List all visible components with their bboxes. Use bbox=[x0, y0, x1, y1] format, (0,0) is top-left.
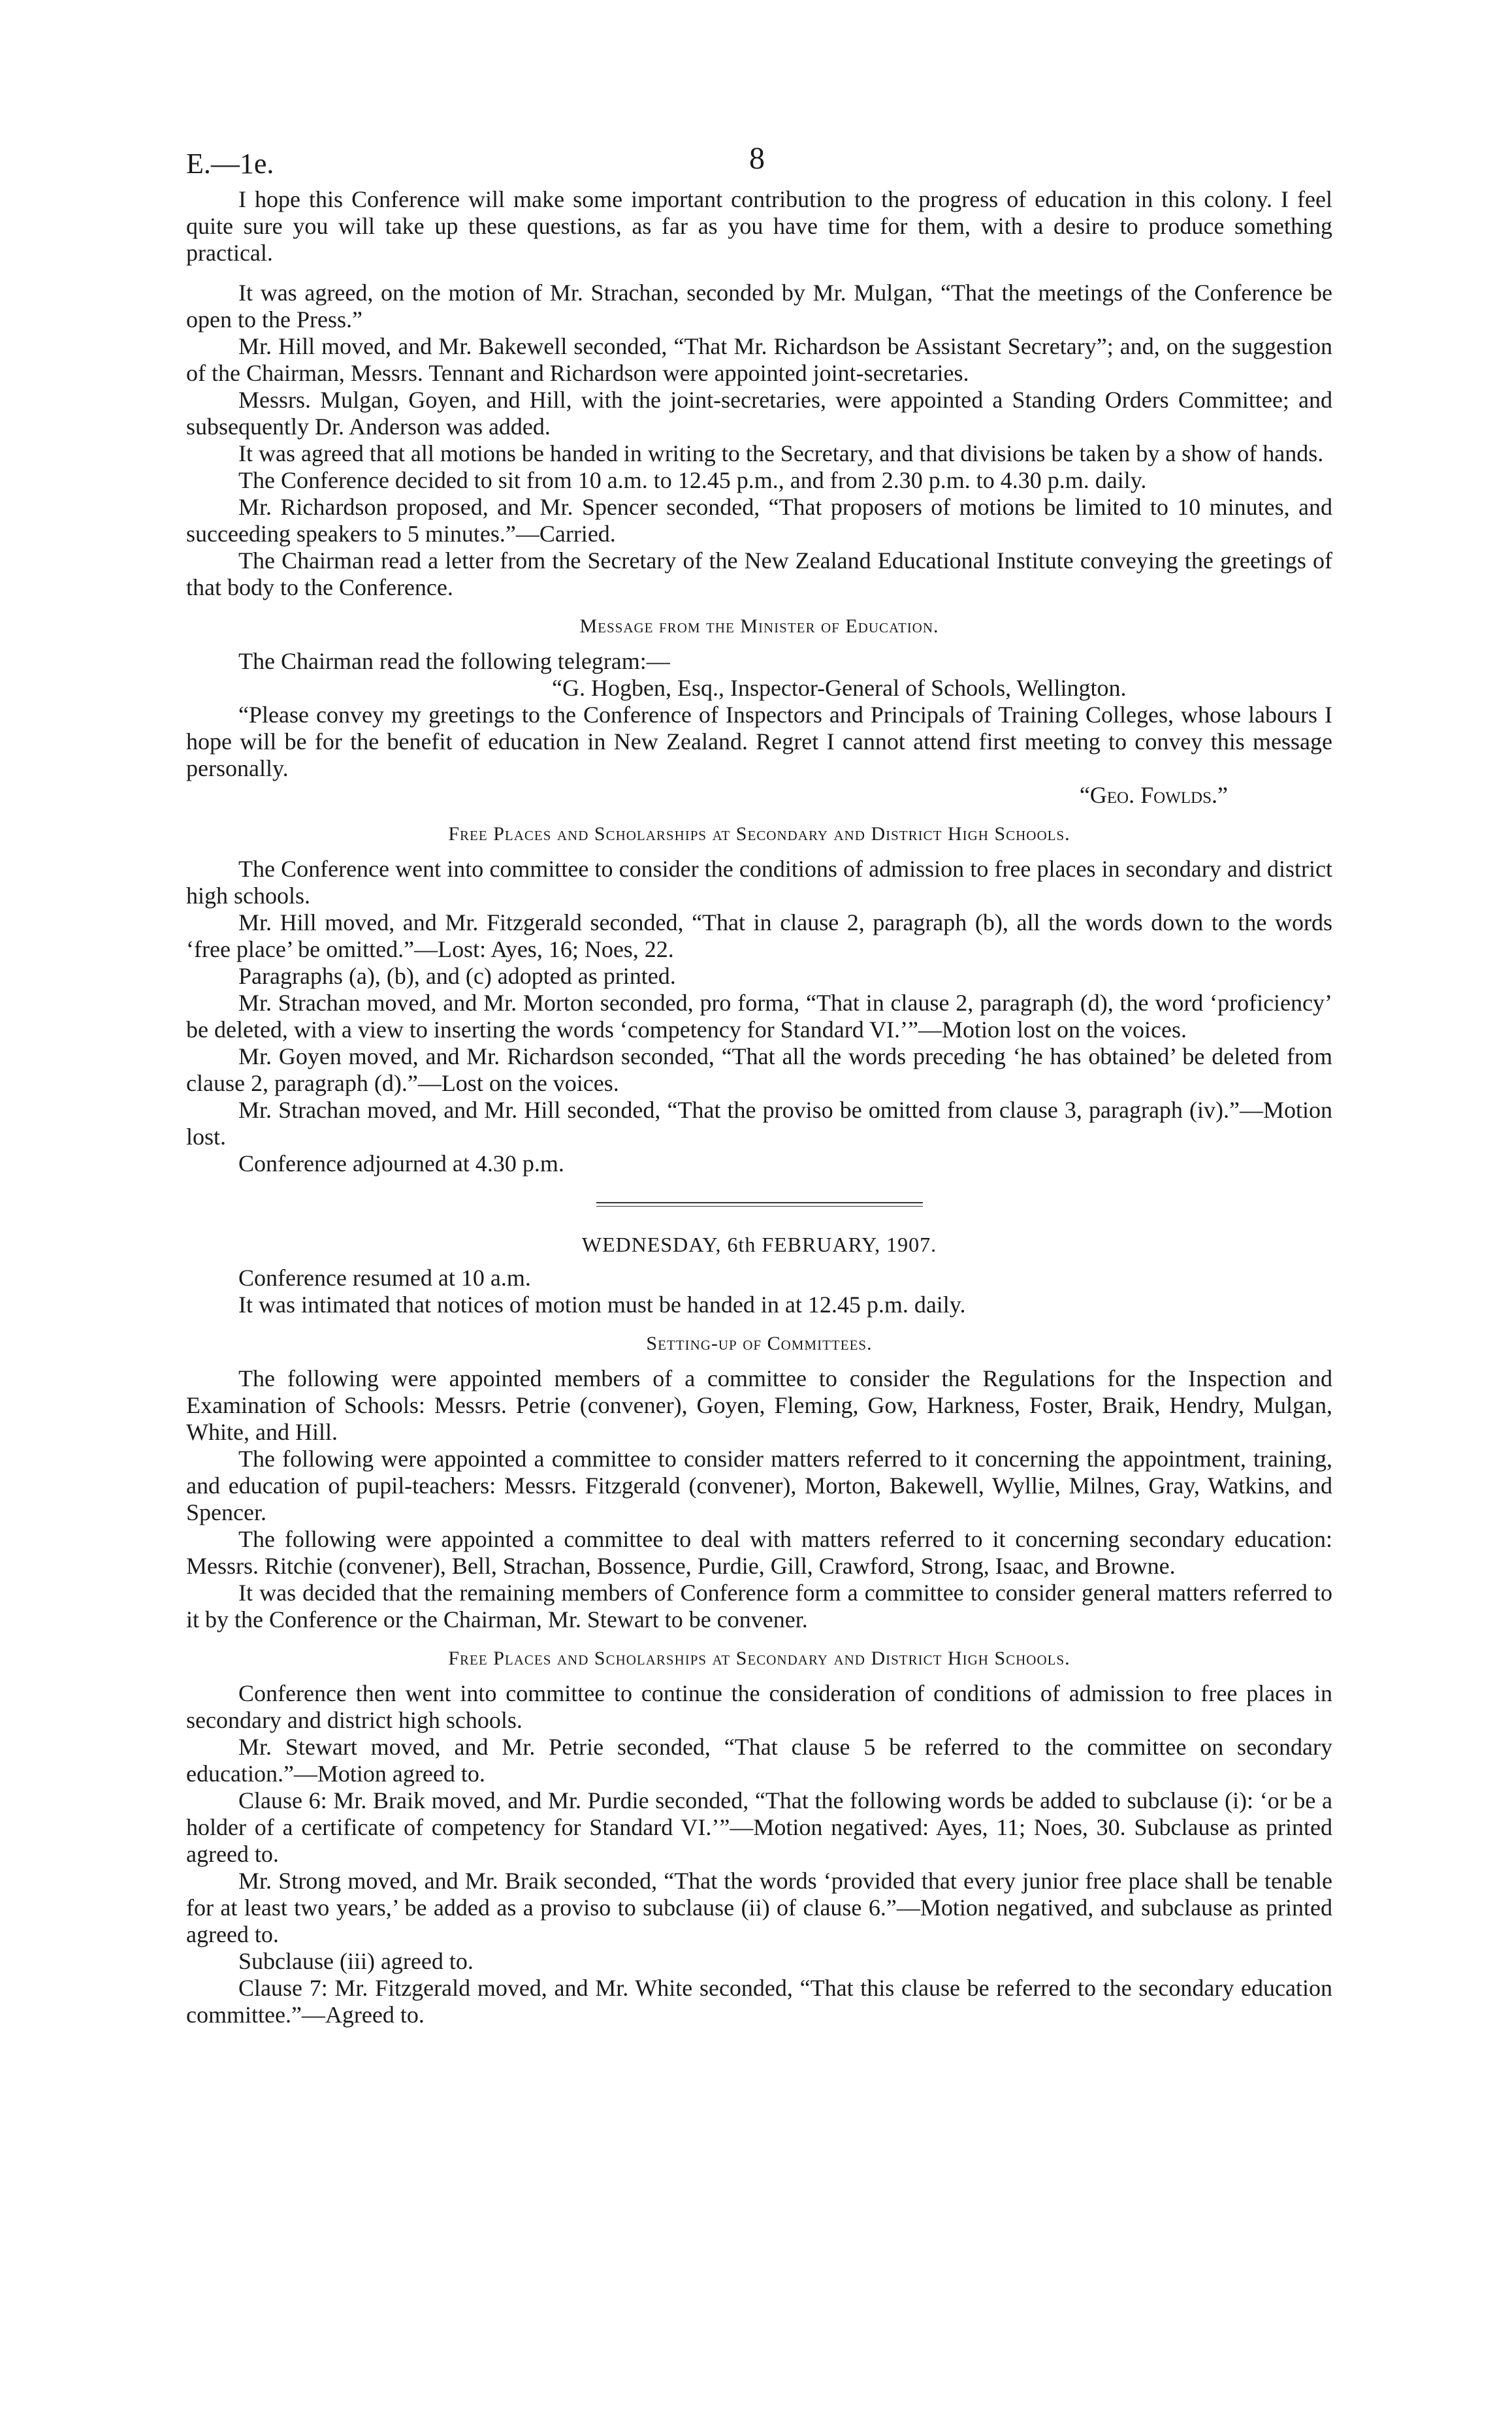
paragraph: It was decided that the remaining members of Conference form a committee to consider general matters referred to it by the Conference or the Chairman, Mr. Stewart to be convener. bbox=[186, 1580, 1332, 1633]
paragraph: It was agreed that all motions be handed in writing to the Secretary, and that divisions be taken by a show of hands. bbox=[238, 440, 1324, 466]
paragraph: I hope this Conference will make some important contribution to the progress of education in this colony. I feel quite sure you will take up these questions, as far as you have time for them, with a desire to produce something practical. bbox=[186, 186, 1332, 266]
paragraph: The Conference went into committee to consider the conditions of admission to free places in secondary and district high schools. bbox=[186, 856, 1332, 909]
paragraph: Mr. Strachan moved, and Mr. Hill seconded, “That the proviso be omitted from clause 3, paragraph (iv).”—Motion lost. bbox=[186, 1097, 1332, 1150]
paragraph: It was agreed, on the motion of Mr. Strachan, seconded by Mr. Mulgan, “That the meetings of the Conference be open to the Press.” bbox=[186, 280, 1332, 333]
section-divider bbox=[596, 1202, 923, 1207]
paragraph: Mr. Hill moved, and Mr. Fitzgerald seconded, “That in clause 2, paragraph (b), all the words down to the words ‘free place’ be omitted.”—Lost: Ayes, 16; Noes, 22. bbox=[186, 909, 1332, 962]
page-header bbox=[186, 140, 1332, 186]
paragraph: Clause 7: Mr. Fitzgerald moved, and Mr. White seconded, “That this clause be referred to the secondary education committee.”—Agreed to. bbox=[186, 1975, 1332, 2028]
telegram-addressee: “G. Hogben, Esq., Inspector-General of Schools, Wellington. bbox=[552, 675, 1127, 701]
paragraph: It was intimated that notices of motion must be handed in at 12.45 p.m. daily. bbox=[238, 1292, 966, 1318]
document-code: E.—1e. bbox=[186, 148, 274, 180]
paragraph: The Conference decided to sit from 10 a.m. to 12.45 p.m., and from 2.30 p.m. to 4.30 p.m. daily. bbox=[238, 467, 1147, 493]
paragraph: Messrs. Mulgan, Goyen, and Hill, with the joint-secretaries, were appointed a Standing Orders Committee; and subsequently Dr. Anderson was added. bbox=[186, 387, 1332, 440]
paragraph: Conference then went into committee to continue the consideration of conditions of admission to free places in secondary and district high schools. bbox=[186, 1680, 1332, 1733]
telegram-body: “Please convey my greetings to the Conference of Inspectors and Principals of Training Colleges, whose labours I hope will be for the benefit of education in New Zealand. Regret I cannot attend first meeting to convey this message personally. bbox=[186, 702, 1332, 781]
paragraph: Mr. Goyen moved, and Mr. Richardson seconded, “That all the words preceding ‘he has obtained’ be deleted from clause 2, paragraph (d).”—Lost on the voices. bbox=[186, 1043, 1332, 1096]
paragraph: Paragraphs (a), (b), and (c) adopted as printed. bbox=[238, 963, 676, 989]
paragraph: The Chairman read the following telegram:— bbox=[238, 648, 670, 674]
paragraph: Mr. Stewart moved, and Mr. Petrie seconded, “That clause 5 be referred to the committee on secondary education.”—Motion agreed to. bbox=[186, 1734, 1332, 1787]
section-heading: Message from the Minister of Education. bbox=[579, 615, 939, 637]
document-page bbox=[186, 140, 1332, 2028]
paragraph: Mr. Hill moved, and Mr. Bakewell seconded, “That Mr. Richardson be Assistant Secretary”; and, on the suggestion of the Chairman, Messrs. Tennant and Richardson were appointed joint-secretaries. bbox=[186, 333, 1332, 386]
section-heading: Free Places and Scholarships at Secondary and District High Schools. bbox=[448, 823, 1070, 845]
paragraph: Conference adjourned at 4.30 p.m. bbox=[238, 1150, 564, 1177]
paragraph: The following were appointed a committee to consider matters referred to it concerning the appointment, training, and education of pupil-teachers: Messrs. Fitzgerald (convener), Morton, Bakewell, Wyllie, Milnes, Gray, Watkins, and Spencer. bbox=[186, 1446, 1332, 1525]
paragraph: Conference resumed at 10 a.m. bbox=[238, 1265, 531, 1291]
paragraph: Mr. Richardson proposed, and Mr. Spencer seconded, “That proposers of motions be limited to 10 minutes, and succeeding speakers to 5 minutes.”—Carried. bbox=[186, 494, 1332, 547]
paragraph: Subclause (iii) agreed to. bbox=[238, 1948, 474, 1974]
section-heading: Free Places and Scholarships at Secondary and District High Schools. bbox=[448, 1648, 1070, 1669]
paragraph: The following were appointed members of a committee to consider the Regulations for the Inspection and Examination of Schools: Messrs. Petrie (convener), Goyen, Fleming, Gow, Harkness, Foster, Braik, Hendry, Mulgan, White, and Hill. bbox=[186, 1365, 1332, 1445]
paragraph: Mr. Strachan moved, and Mr. Morton seconded, pro forma, “That in clause 2, paragraph (d), the word ‘proficiency’ be deleted, with a view to inserting the words ‘competency for Standard VI.’”—Motion lost on the voices. bbox=[186, 990, 1332, 1043]
telegram-signature: “Geo. Fowlds.” bbox=[1079, 782, 1228, 808]
page-number: 8 bbox=[749, 141, 765, 176]
section-heading: Setting-up of Committees. bbox=[646, 1333, 873, 1354]
paragraph: The following were appointed a committee to deal with matters referred to it concerning secondary education: Messrs. Ritchie (convener), Bell, Strachan, Bossence, Purdie, Gill, Crawford, Strong, Isaac, and Browne. bbox=[186, 1526, 1332, 1579]
date-heading: WEDNESDAY, 6th FEBRUARY, 1907. bbox=[581, 1233, 937, 1256]
paragraph: Mr. Strong moved, and Mr. Braik seconded, “That the words ‘provided that every junior free place shall be tenable for at least two years,’ be added as a proviso to subclause (ii) of clause 6.”—Motion negatived, and subclause as printed agreed to. bbox=[186, 1868, 1332, 1947]
paragraph: Clause 6: Mr. Braik moved, and Mr. Purdie seconded, “That the following words be added to subclause (i): ‘or be a holder of a certificate of competency for Standard VI.’”—Motion negatived: Ayes, 11; Noes, 30. Subclause as printed agreed to. bbox=[186, 1787, 1332, 1867]
paragraph: The Chairman read a letter from the Secretary of the New Zealand Educational Institute conveying the greetings of that body to the Conference. bbox=[186, 547, 1332, 600]
